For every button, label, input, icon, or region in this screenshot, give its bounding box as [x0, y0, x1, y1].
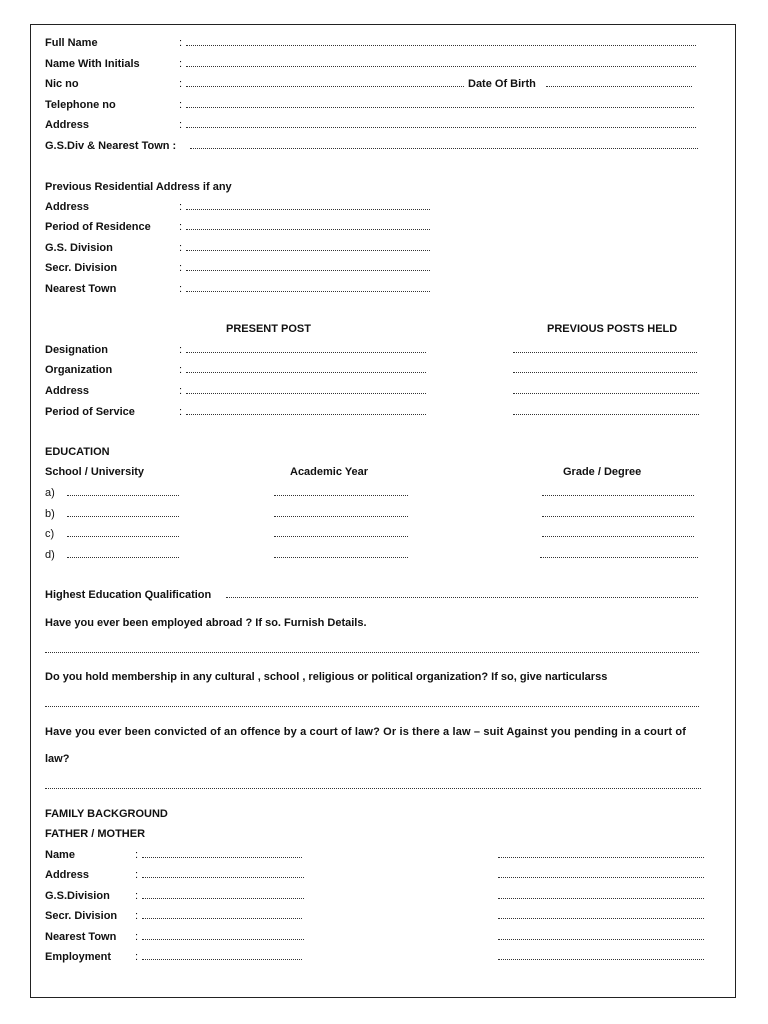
mother-gs-division-field[interactable]: [498, 898, 704, 899]
edu-school-field[interactable]: [67, 516, 179, 517]
colon: :: [135, 849, 139, 861]
father-name-field[interactable]: [142, 857, 302, 858]
family-heading: FAMILY BACKGROUND: [45, 808, 168, 820]
edu-school-field[interactable]: [67, 536, 179, 537]
col-grade: Grade / Degree: [563, 466, 642, 478]
nic-label: Nic no: [45, 78, 79, 90]
designation-label: Designation: [45, 344, 108, 356]
prev-gs-division-field[interactable]: [186, 250, 430, 251]
telephone-field[interactable]: [186, 107, 694, 108]
mother-name-field[interactable]: [498, 857, 704, 858]
edu-year-field[interactable]: [274, 557, 408, 558]
father-address-field[interactable]: [142, 877, 304, 878]
colon: :: [179, 201, 183, 213]
father-secr-division-field[interactable]: [142, 918, 302, 919]
name-initials-label: Name With Initials: [45, 58, 140, 70]
convicted-label-line1: Have you ever been convicted of an offence by a court of law? Or is there a law – suit Against you pending in a court of: [45, 726, 687, 738]
previous-designation-field[interactable]: [513, 352, 697, 353]
mother-address-field[interactable]: [498, 877, 704, 878]
prev-address-field[interactable]: [186, 209, 430, 210]
address-label: Address: [45, 119, 90, 131]
family-gs-division-label: G.S.Division: [45, 890, 110, 902]
dob-field[interactable]: [546, 86, 692, 87]
convicted-label-line2: law?: [45, 753, 70, 765]
father-nearest-town-field[interactable]: [142, 939, 304, 940]
present-post-heading: PRESENT POST: [226, 323, 311, 335]
colon: :: [179, 78, 183, 90]
previous-residence-heading: Previous Residential Address if any: [45, 181, 232, 193]
family-subheading: FATHER / MOTHER: [45, 828, 146, 840]
gs-div-town-field[interactable]: [190, 148, 698, 149]
father-employment-field[interactable]: [142, 959, 302, 960]
previous-address-field[interactable]: [513, 393, 699, 394]
edu-grade-field[interactable]: [542, 495, 694, 496]
dob-label: Date Of Birth: [468, 78, 536, 90]
edu-row-label: a): [45, 487, 55, 499]
edu-grade-field[interactable]: [540, 557, 698, 558]
colon: :: [179, 406, 183, 418]
colon: :: [179, 385, 183, 397]
convicted-field[interactable]: [45, 788, 701, 789]
period-residence-field[interactable]: [186, 229, 430, 230]
colon: :: [179, 37, 183, 49]
colon: :: [179, 344, 183, 356]
present-period-field[interactable]: [186, 414, 426, 415]
prev-nearest-town-label: Nearest Town: [45, 283, 117, 295]
nic-field[interactable]: [186, 86, 464, 87]
colon: :: [179, 99, 183, 111]
edu-school-field[interactable]: [67, 557, 179, 558]
name-initials-field[interactable]: [186, 66, 696, 67]
period-service-label: Period of Service: [45, 406, 135, 418]
full-name-label: Full Name: [45, 37, 98, 49]
edu-row-label: c): [45, 528, 55, 540]
colon: :: [179, 364, 183, 376]
colon: :: [179, 119, 183, 131]
organization-label: Organization: [45, 364, 113, 376]
previous-organization-field[interactable]: [513, 372, 697, 373]
father-gs-division-field[interactable]: [142, 898, 304, 899]
edu-school-field[interactable]: [67, 495, 179, 496]
mother-secr-division-field[interactable]: [498, 918, 704, 919]
colon: :: [179, 221, 183, 233]
highest-qualification-label: Highest Education Qualification: [45, 589, 212, 601]
family-employment-label: Employment: [45, 951, 112, 963]
full-name-field[interactable]: [186, 45, 696, 46]
prev-secr-division-field[interactable]: [186, 270, 430, 271]
edu-year-field[interactable]: [274, 495, 408, 496]
gs-div-town-label: G.S.Div & Nearest Town :: [45, 140, 177, 152]
colon: :: [135, 951, 139, 963]
colon: :: [135, 869, 139, 881]
family-nearest-town-label: Nearest Town: [45, 931, 117, 943]
edu-row-label: b): [45, 508, 55, 520]
present-address-field[interactable]: [186, 393, 426, 394]
colon: :: [179, 58, 183, 70]
colon: :: [135, 890, 139, 902]
colon: :: [179, 262, 183, 274]
family-address-label: Address: [45, 869, 90, 881]
present-organization-field[interactable]: [186, 372, 426, 373]
colon: :: [135, 931, 139, 943]
col-school: School / University: [45, 466, 145, 478]
edu-year-field[interactable]: [274, 536, 408, 537]
prev-secr-division-label: Secr. Division: [45, 262, 118, 274]
highest-qualification-field[interactable]: [226, 597, 698, 598]
present-designation-field[interactable]: [186, 352, 426, 353]
employed-abroad-field[interactable]: [45, 652, 699, 653]
telephone-label: Telephone no: [45, 99, 116, 111]
previous-posts-heading: PREVIOUS POSTS HELD: [547, 323, 678, 335]
edu-grade-field[interactable]: [542, 516, 694, 517]
family-secr-division-label: Secr. Division: [45, 910, 118, 922]
colon: :: [135, 910, 139, 922]
mother-nearest-town-field[interactable]: [498, 939, 704, 940]
colon: :: [179, 242, 183, 254]
address-field[interactable]: [186, 127, 696, 128]
mother-employment-field[interactable]: [498, 959, 704, 960]
membership-field[interactable]: [45, 706, 699, 707]
prev-address-label: Address: [45, 201, 90, 213]
employed-abroad-label: Have you ever been employed abroad ? If so. Furnish Details.: [45, 617, 367, 629]
edu-year-field[interactable]: [274, 516, 408, 517]
prev-nearest-town-field[interactable]: [186, 291, 430, 292]
period-residence-label: Period of Residence: [45, 221, 151, 233]
education-heading: EDUCATION: [45, 446, 110, 458]
post-address-label: Address: [45, 385, 90, 397]
edu-row-label: d): [45, 549, 55, 561]
prev-gs-division-label: G.S. Division: [45, 242, 113, 254]
edu-grade-field[interactable]: [542, 536, 694, 537]
col-year: Academic Year: [290, 466, 369, 478]
colon: :: [179, 283, 183, 295]
previous-period-field[interactable]: [513, 414, 699, 415]
family-name-label: Name: [45, 849, 75, 861]
membership-label: Do you hold membership in any cultural , school , religious or political organization? If so, give narticularss: [45, 671, 608, 683]
